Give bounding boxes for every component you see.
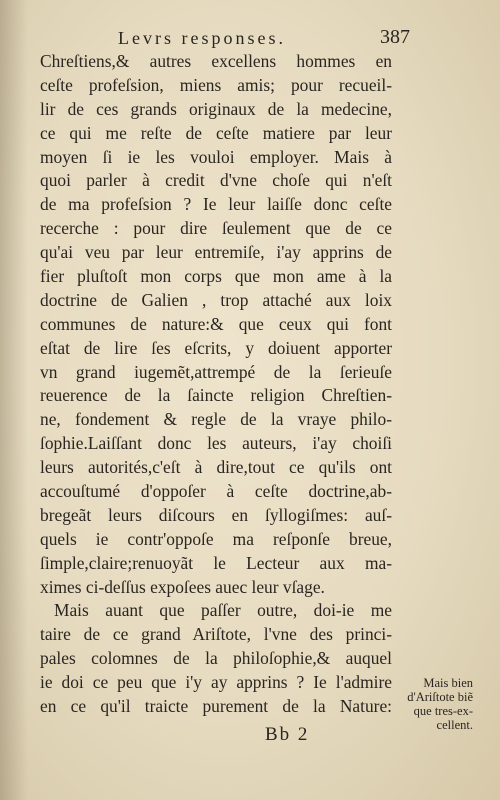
text-line: taire de ce grand Ariſtote, l'vne des princi-	[40, 624, 392, 645]
text-line: accouſtumé d'oppoſer à ceſte doctrine,ab-	[40, 481, 392, 502]
margin-note-line: cellent.	[436, 718, 473, 732]
text-line: Chreſtiens,& autres excellens hommes en	[40, 51, 392, 71]
text-line: moyen ſi ie les vouloi employer. Mais à	[40, 146, 392, 167]
margin-note	[393, 676, 473, 732]
running-head: Levrs responses.	[118, 28, 286, 48]
text-line: Mais auant que paſſer outre, doi-ie me	[54, 600, 392, 621]
text-line: vn grand iugemẽt,attrempé de la ſerieuſe	[40, 361, 392, 382]
text-line: eſtat de lire ſes eſcrits, y doiuent apporter	[40, 337, 392, 358]
text-line: en ce qu'il traicte purement de la Nature:	[40, 696, 392, 717]
text-line: quels ie contr'oppoſe ma reſponſe breue,	[40, 528, 392, 549]
signature-mark: Bb 2	[265, 724, 310, 745]
text-line: ne, fondement & regle de la vraye philo-	[40, 409, 392, 430]
text-line: ce qui me reſte de ceſte matiere par leur	[40, 122, 392, 143]
text-line: lir de ces grands originaux de la medecine,	[40, 98, 392, 119]
margin-note-line: que tres-ex-	[413, 704, 473, 718]
body-text	[40, 50, 392, 719]
text-line: communes de nature:& que ceux qui font	[40, 313, 392, 334]
text-line: ſimple,claire;renuoyãt le Lecteur aux ma-	[40, 552, 392, 573]
margin-note-line: Mais bien	[423, 676, 473, 690]
text-line: quoi parler à credit d'vne choſe qui n'eſt	[40, 170, 392, 191]
text-line: ximes ci-deſſus expoſees auec leur vſage.	[40, 576, 325, 597]
text-line: leurs autorités,c'eſt à dire,tout ce qu'ils ont	[40, 457, 392, 478]
text-line: doctrine de Galien , trop attaché aux loix	[40, 289, 392, 310]
text-line: recerche : pour dire ſeulement que de ce	[40, 218, 392, 239]
text-line: ie doi ce peu que i'y ay apprins ? Ie l'admire	[40, 672, 392, 693]
gutter-shadow	[0, 0, 28, 800]
page-header	[118, 22, 410, 52]
margin-note-line: d'Ariſtote biẽ	[407, 690, 473, 704]
text-line: bregeãt leurs diſcours en ſyllogiſmes: auſ-	[40, 504, 392, 525]
text-line: ſophie.Laiſſant donc les auteurs, i'ay choiſi	[40, 433, 392, 454]
text-line: pales colomnes de la philoſophie,& auquel	[40, 648, 392, 669]
text-line: de ma profeſsion ? Ie leur laiſſe donc ceſte	[40, 194, 392, 215]
text-line: fier pluſtoſt mon corps que mon ame à la	[40, 266, 392, 287]
text-line: ceſte profeſsion, miens amis; pour recueil-	[40, 74, 392, 95]
page-number: 387	[380, 26, 410, 48]
text-line: reuerence de la ſaincte religion Chreſtien-	[40, 385, 392, 406]
text-line: qu'ai veu par leur entremiſe, i'ay apprins de	[40, 242, 392, 263]
